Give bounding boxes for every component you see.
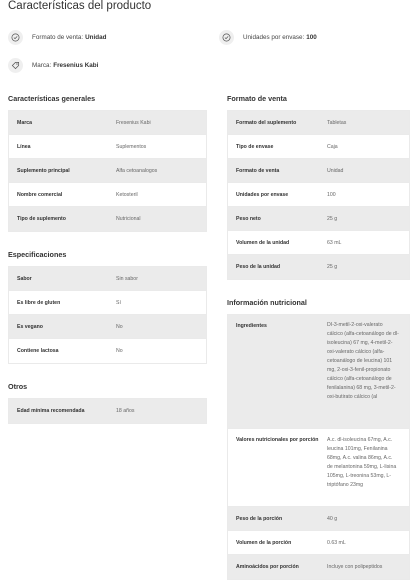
table-row bbox=[228, 135, 409, 159]
row-value: No bbox=[116, 323, 123, 330]
row-value: Nutricional bbox=[116, 216, 141, 222]
row-value: Suplementos bbox=[116, 143, 147, 150]
table-row bbox=[9, 399, 206, 423]
highlight-formato-value: Unidad bbox=[85, 34, 107, 41]
row-label: Marca bbox=[17, 119, 32, 126]
table-row bbox=[228, 159, 409, 183]
highlight-formato-label: Formato de venta: bbox=[32, 34, 84, 41]
table-nutricional bbox=[227, 314, 410, 580]
table-row bbox=[228, 255, 409, 279]
row-label: Peso de la unidad bbox=[236, 264, 281, 270]
table-row bbox=[9, 291, 206, 315]
highlight-unidades-label: Unidades por envase: bbox=[243, 34, 305, 41]
table-row bbox=[9, 267, 206, 291]
highlight-unidades bbox=[219, 30, 317, 45]
row-label: Suplemento principal bbox=[17, 167, 70, 174]
row-value: Sin sabor bbox=[116, 275, 138, 282]
table-row bbox=[9, 339, 206, 363]
highlight-formato bbox=[8, 30, 106, 45]
row-label: Tipo de suplemento bbox=[17, 216, 66, 222]
page-title: Características del producto bbox=[8, 0, 152, 12]
highlight-marca-label: Marca: bbox=[32, 62, 52, 69]
section-title-especificaciones: Especificaciones bbox=[8, 250, 67, 259]
row-value: DI-3-metil-2-oxi-valerato cálcico (alfa-cetoanálogo de dl-isoleucina) 67 mg, 4-metil-2-oxi-valerato cálcico (alfa-cetoanálogo de leucina) 101 mg, 2-oxi-3-fenil-propionato cálcico (alfa-cetoanálogo de fenilalanina) 68 mg, 3-metil-2-oxi-butirato cálcico (al bbox=[327, 322, 399, 400]
row-value: 25 g bbox=[327, 215, 338, 222]
table-row bbox=[9, 183, 206, 207]
row-value: Unidad bbox=[327, 167, 344, 174]
row-label: Volumen de la unidad bbox=[236, 239, 290, 246]
highlight-unidades-value: 100 bbox=[306, 34, 317, 41]
row-label: Aminoácidos por porción bbox=[236, 564, 299, 570]
highlight-marca-value: Fresenius Kabi bbox=[53, 62, 99, 69]
table-row bbox=[228, 207, 409, 231]
row-value: 40 g bbox=[327, 515, 338, 522]
row-label: Formato del suplemento bbox=[236, 119, 297, 126]
table-formato-venta bbox=[227, 110, 410, 280]
row-label: Contiene lactosa bbox=[17, 348, 59, 354]
row-label: Formato de venta bbox=[236, 167, 280, 174]
row-label: Nombre comercial bbox=[17, 191, 63, 198]
row-value: Alfa cetoanalogos bbox=[116, 167, 158, 174]
section-title-nutricional: Información nutricional bbox=[227, 298, 307, 307]
table-otros bbox=[8, 398, 207, 424]
row-value: Incluye con polipeptidos bbox=[327, 564, 383, 570]
row-value: 18 años bbox=[116, 408, 135, 414]
row-value: Tabletas bbox=[327, 119, 347, 126]
row-value: Fresenius Kabi bbox=[116, 119, 151, 126]
table-generales bbox=[8, 110, 207, 232]
row-label: Sabor bbox=[17, 275, 32, 282]
badge-check-icon bbox=[219, 30, 234, 45]
row-label: Línea bbox=[17, 143, 31, 150]
row-value: A.c. dl-isoleucina 67mg, A.c. leucina 101mg, Fenilanina 68mg, A.c. valina 86mg, A.c. de melantonina 59mg, L-lisina 105mg, L-treonina 53mg, L-triptófano 23mg bbox=[327, 437, 397, 488]
table-row bbox=[9, 111, 206, 135]
tag-icon bbox=[8, 58, 23, 73]
row-value: No bbox=[116, 348, 123, 354]
row-value: Ketosteril bbox=[116, 191, 138, 198]
table-row bbox=[228, 231, 409, 255]
table-row bbox=[9, 315, 206, 339]
table-row bbox=[228, 315, 409, 429]
row-label: Edad mínima recomendada bbox=[17, 408, 85, 414]
table-row bbox=[9, 135, 206, 159]
row-label: Es libre de gluten bbox=[17, 299, 61, 306]
row-label: Peso neto bbox=[236, 215, 261, 222]
row-value: 63 mL bbox=[327, 239, 342, 246]
row-value: Caja bbox=[327, 143, 338, 150]
row-label: Valores nutricionales por porción bbox=[236, 437, 319, 443]
row-label: Unidades por envase bbox=[236, 191, 289, 198]
highlight-marca bbox=[8, 58, 98, 73]
table-row bbox=[228, 111, 409, 135]
table-especificaciones bbox=[8, 266, 207, 364]
badge-check-icon bbox=[8, 30, 23, 45]
row-label: Volumen de la porción bbox=[236, 539, 292, 546]
table-row bbox=[9, 159, 206, 183]
row-value: 25 g bbox=[327, 264, 338, 270]
table-row bbox=[228, 429, 409, 507]
row-value: 0.63 mL bbox=[327, 539, 346, 546]
section-title-otros: Otros bbox=[8, 382, 28, 391]
row-label: Peso de la porción bbox=[236, 515, 283, 522]
row-label: Es vegano bbox=[17, 323, 43, 330]
table-row bbox=[228, 507, 409, 531]
row-value: Sí bbox=[116, 299, 121, 306]
table-row bbox=[228, 555, 409, 579]
section-title-formato-venta: Formato de venta bbox=[227, 94, 287, 103]
table-row bbox=[228, 183, 409, 207]
table-row bbox=[9, 207, 206, 231]
section-title-generales: Características generales bbox=[8, 94, 96, 103]
row-label: Tipo de envase bbox=[236, 143, 274, 150]
row-label: Ingredientes bbox=[236, 323, 267, 329]
table-row bbox=[228, 531, 409, 555]
row-value: 100 bbox=[327, 191, 336, 198]
